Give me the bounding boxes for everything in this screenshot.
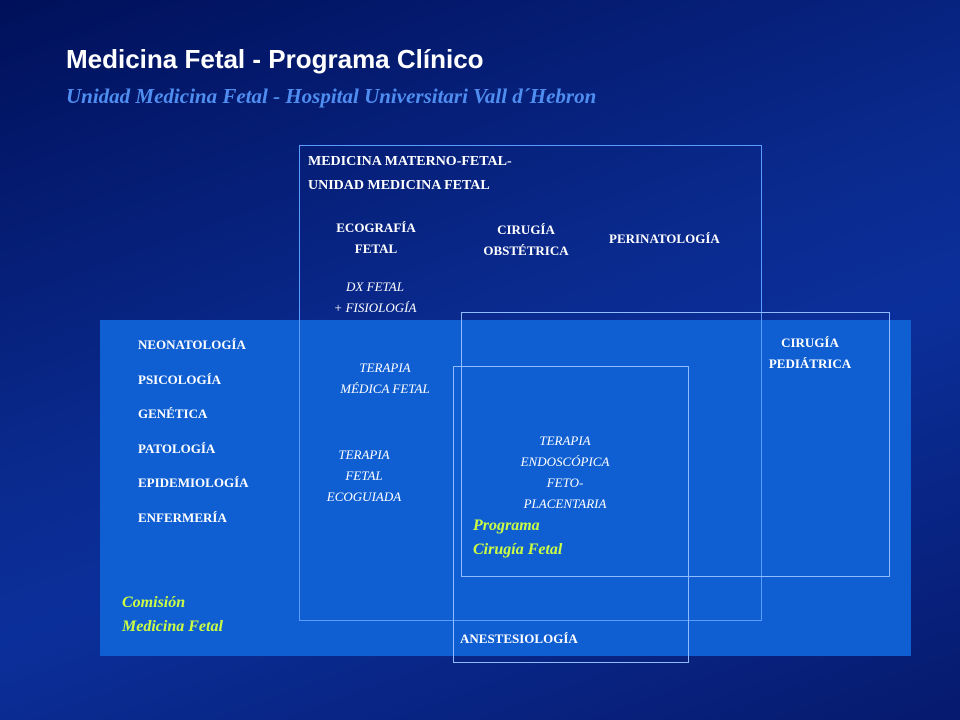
terapia-fetal-ecoguiada-label xyxy=(312,444,416,507)
list-item: NEONATOLOGÍA xyxy=(138,337,246,352)
terapia-medica-fetal-label xyxy=(320,357,450,399)
terapia-eco-line3: ECOGUIADA xyxy=(326,489,402,504)
list-item: EPIDEMIOLOGÍA xyxy=(138,475,249,490)
comision-medicina-fetal-label xyxy=(122,591,223,639)
comision-specialties-list xyxy=(138,335,249,542)
terapia-medica-line1: TERAPIA xyxy=(359,360,411,375)
terapia-endoscopica-line2: ENDOSCÓPICA xyxy=(520,454,610,469)
materno-fetal-header xyxy=(308,150,512,198)
programa-line2: Cirugía Fetal xyxy=(473,541,563,558)
page-title: Medicina Fetal - Programa Clínico xyxy=(66,44,484,74)
cirugia-obstetrica-line2: OBSTÉTRICA xyxy=(483,243,569,258)
ecografia-line2: FETAL xyxy=(354,241,398,256)
anestesiologia-label: ANESTESIOLOGÍA xyxy=(460,631,578,646)
programa-cirugia-fetal-label xyxy=(473,514,562,562)
dx-fetal-line1: DX FETAL xyxy=(346,279,404,294)
cirugia-obstetrica-line1: CIRUGÍA xyxy=(497,222,555,237)
list-item: GENÉTICA xyxy=(138,406,208,421)
ecografia-line1: ECOGRAFÍA xyxy=(336,220,416,235)
terapia-endoscopica-label xyxy=(500,430,630,514)
cirugia-pediatrica-line2: PEDIÁTRICA xyxy=(768,356,852,371)
cirugia-obstetrica-label xyxy=(462,219,590,261)
terapia-medica-line2: MÉDICA FETAL xyxy=(340,381,430,396)
cirugia-pediatrica-label xyxy=(760,332,860,374)
terapia-endoscopica-line4: PLACENTARIA xyxy=(523,496,607,511)
dx-fetal-line2: + FISIOLOGÍA xyxy=(333,300,417,315)
terapia-eco-line2: FETAL xyxy=(345,468,383,483)
ecografia-fetal-label xyxy=(318,217,434,259)
cirugia-pediatrica-line1: CIRUGÍA xyxy=(781,335,839,350)
terapia-eco-line1: TERAPIA xyxy=(338,447,390,462)
comision-line2: Medicina Fetal xyxy=(122,618,223,635)
list-item: PSICOLOGÍA xyxy=(138,371,222,387)
list-item: PATOLOGÍA xyxy=(138,440,216,456)
programa-line1: Programa xyxy=(473,517,540,534)
terapia-endoscopica-line3: FETO- xyxy=(546,475,584,490)
comision-line1: Comisión xyxy=(122,594,186,611)
dx-fetal-label xyxy=(310,276,440,318)
page-subtitle: Unidad Medicina Fetal - Hospital Universitari Vall d´Hebron xyxy=(66,84,597,108)
materno-fetal-header-line1: MEDICINA MATERNO-FETAL- xyxy=(308,154,512,169)
materno-fetal-header-line2: UNIDAD MEDICINA FETAL xyxy=(308,178,490,193)
terapia-endoscopica-line1: TERAPIA xyxy=(539,433,591,448)
perinatologia-label: PERINATOLOGÍA xyxy=(609,231,720,246)
list-item: ENFERMERÍA xyxy=(138,509,227,525)
